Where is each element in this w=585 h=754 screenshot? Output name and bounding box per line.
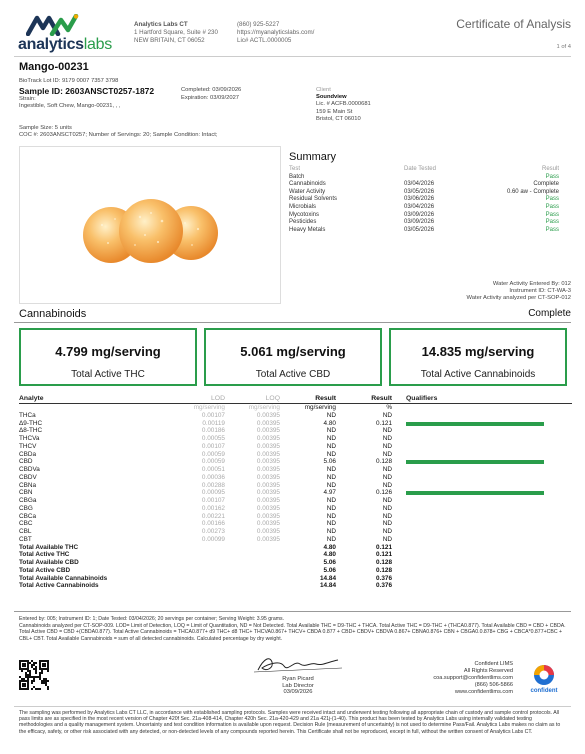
- analyte-name: CBN: [19, 489, 33, 497]
- analyte-lod: 0.00095: [201, 489, 225, 497]
- summary-test-date: 03/04/2026: [404, 181, 435, 188]
- header-divider: [14, 56, 571, 57]
- cannabinoids-header-row: [19, 394, 572, 404]
- summary-row: [289, 219, 559, 227]
- analyte-result-pct: ND: [382, 535, 392, 543]
- analyte-result-pct: ND: [382, 427, 392, 435]
- lims-rights: All Rights Reserved: [463, 668, 513, 674]
- total-result: 4.80: [323, 551, 336, 559]
- analyte-loq: 0.00395: [256, 411, 280, 419]
- signer-title: Lab Director: [282, 682, 314, 689]
- signer-name: Ryan Picard: [282, 676, 314, 682]
- analyte-loq: 0.00395: [256, 458, 280, 466]
- analyte-name: CBL: [19, 528, 32, 535]
- analyte-result: ND: [326, 504, 336, 512]
- analyte-lod: 0.00186: [201, 427, 225, 435]
- summary-test-result: Pass: [545, 226, 559, 233]
- analyte-qualifier: [392, 420, 572, 428]
- analyte-result-pct: ND: [382, 504, 392, 512]
- analyte-name: CBDa: [19, 450, 37, 458]
- cannabinoids-status: Complete: [528, 308, 571, 319]
- logo-peaks-icon: [26, 14, 86, 36]
- client-license: Lic. # ACFB.0000681: [316, 101, 371, 108]
- product-name: Mango-00231: [19, 61, 89, 73]
- cannabinoid-row: [19, 474, 572, 482]
- summary-test-result: Pass: [545, 203, 559, 210]
- sample-id: Sample ID: 2603ANSCT0257-1872: [19, 86, 155, 96]
- analyte-lod: 0.00166: [201, 520, 225, 528]
- expiration-date: Expiration: 03/09/2027: [181, 95, 240, 101]
- summary-test-name: Cannabinoids: [289, 181, 326, 188]
- col-loq: LOQ: [265, 395, 280, 402]
- analyte-name: CBNa: [19, 481, 37, 489]
- product-matrix: Ingestible, Soft Chew, Mango-00231, , ,: [19, 103, 121, 109]
- summary-test-result: Pass: [545, 173, 559, 180]
- total-name: Total Available Cannabinoids: [19, 574, 108, 582]
- analyte-result: ND: [326, 473, 336, 481]
- summary-col-date: Date Tested: [404, 166, 436, 172]
- analyte-loq: 0.00395: [256, 435, 280, 442]
- analyte-result-pct: 0.121: [376, 419, 392, 427]
- analyte-result-pct: ND: [382, 411, 392, 419]
- total-name: Total Available THC: [19, 543, 79, 551]
- analyte-name: CBGa: [19, 497, 37, 504]
- summary-header-row: [289, 166, 559, 174]
- analyte-result-pct: ND: [382, 512, 392, 520]
- analyte-loq: 0.00395: [256, 442, 280, 450]
- cannabinoid-row: [19, 451, 572, 459]
- analyte-loq: 0.00395: [256, 497, 280, 504]
- analyte-loq: 0.00395: [256, 512, 280, 520]
- qr-code-graphic: [19, 660, 49, 690]
- analyte-qualifier: [392, 497, 572, 505]
- summary-col-test: Test: [289, 166, 301, 172]
- analyte-name: THCa: [19, 411, 36, 419]
- client-street: 159 E Main St: [316, 108, 353, 115]
- footnote-line2: Cannabinoids analyzed per CT-SOP-009. LOD= Limit of Detection, LOQ = Limit of Quantitation, ND = Not Detected. Total Available THC = D9-THC + THCA. Total Active THC = D9-THC + (THCA0.877). Total Available CBD = CBD + CBDA. Total Active CBD = CBD +(CBDA0.877). Total Active Cannabinoids = THCA0.877+ d9 THC+ d8 THC+ THCVA0.867+ THCV+ CBDA 0.877 + CBD+ CBDV+ CBDVA 0.867+ CBNA0.876+ CBN + CBGA0.0.878+ CBG + CBCA*0.877+CBC + CBL+ CBT. Total Available Cannabinoids = sum of all detected cannabinoids. Calculated percentage by dry weight.: [19, 622, 566, 642]
- total-active-cbd-label: Total Active CBD: [255, 369, 331, 380]
- analyte-name: THCVa: [19, 435, 40, 442]
- detected-indicator-bar: [406, 460, 544, 464]
- logo-wordmark-main: analytics: [18, 36, 84, 53]
- client-city: Bristol, CT 06010: [316, 115, 361, 122]
- analyte-qualifier: [392, 489, 572, 497]
- summary-test-name: Residual Solvents: [289, 196, 338, 203]
- cannabinoid-row: [19, 482, 572, 490]
- analyte-result: 4.97: [323, 489, 336, 497]
- analyte-qualifier: [392, 427, 572, 435]
- analyte-lod: 0.00055: [201, 435, 225, 442]
- summary-row: [289, 227, 559, 235]
- analyte-qualifier: [392, 520, 572, 528]
- total-result-pct: 0.121: [376, 543, 392, 551]
- total-name: Total Active Cannabinoids: [19, 582, 99, 590]
- disclaimer: The sampling was performed by Analytics Labs CT LLC, in accordance with established sampling protocols. Samples were received intact and underwent testing following all appropriate chain of custody and sample control protocols. All pass limits are as specified in the most recent version of Chapter 420f Sec. 21a-408-414, Chapter 420h Sec. 21a-420-429 and 21a 421j-(1-40). This product has been tested by Analytics Labs using internally validated testing methodologies and a quality management system. Uncertainty and test condition information is available upon request. Decision Rule (measurement of uncertainty) is not used to determine Pass/Fail. Analytics Labs makes no claim as to the efficacy, safety, or other risk associated with any detected, or non-detected levels of any compounds reported herein. This Certificate shall not be reproduced, except in full, without the written consent of Analytics Labs CT.: [19, 710, 561, 735]
- analyte-name: CBT: [19, 535, 32, 543]
- analyte-result: ND: [326, 466, 336, 473]
- analyte-result: 5.06: [323, 458, 336, 466]
- client-label: Client: [316, 87, 331, 93]
- total-result-pct: 0.128: [376, 559, 392, 566]
- analyte-result: ND: [326, 442, 336, 450]
- analyte-lod: 0.00099: [201, 535, 225, 543]
- analyte-qualifier: [392, 451, 572, 459]
- cannabinoid-row: [19, 420, 572, 428]
- analyte-qualifier: [392, 458, 572, 466]
- company-website[interactable]: https://myanalyticslabs.com/: [237, 29, 315, 36]
- cannabinoids-table: [19, 394, 572, 590]
- logo-wordmark: [18, 36, 112, 54]
- biotrack-lot-id: BioTrack Lot ID: 9179 0007 7357 3798: [19, 78, 119, 84]
- summary-test-name: Heavy Metals: [289, 226, 326, 233]
- analyte-loq: 0.00395: [256, 535, 280, 543]
- summary-test-result: 0.60 aw - Complete: [506, 188, 559, 195]
- analyte-loq: 0.00395: [256, 489, 280, 497]
- confident-logo: [519, 664, 569, 698]
- analyte-lod: 0.00059: [201, 450, 225, 458]
- analyte-lod: 0.00036: [201, 473, 225, 481]
- analyte-qualifier: [392, 536, 572, 544]
- analyte-qualifier: [392, 443, 572, 451]
- analyte-result-pct: ND: [382, 481, 392, 489]
- unit-lod: mg/serving: [193, 404, 225, 411]
- document-title: Certificate of Analysis: [456, 17, 571, 31]
- cannabinoid-total-row: [19, 575, 572, 583]
- summary-test-name: Pesticides: [289, 219, 317, 226]
- analyte-result-pct: 0.128: [376, 458, 392, 466]
- analyte-result-pct: ND: [382, 520, 392, 528]
- water-note-line2: Instrument ID: CT-WA-3: [509, 288, 571, 294]
- product-image: [19, 146, 281, 304]
- total-result-pct: 0.121: [376, 551, 392, 559]
- analyte-loq: 0.00395: [256, 466, 280, 473]
- lims-name: Confident LIMS: [474, 661, 513, 667]
- confident-logo-text: confident: [530, 688, 558, 694]
- analyte-loq: 0.00395: [256, 520, 280, 528]
- unit-result: mg/serving: [304, 404, 336, 411]
- analyte-lod: 0.00288: [201, 481, 225, 489]
- analyte-lod: 0.00221: [201, 512, 225, 520]
- cannabinoid-total-row: [19, 582, 572, 590]
- company-name: Analytics Labs CT: [134, 21, 188, 28]
- analyte-name: CBD: [19, 458, 33, 466]
- summary-test-date: 03/09/2026: [404, 211, 435, 218]
- company-phone: (860) 925-5227: [237, 21, 280, 28]
- analyte-qualifier: [392, 482, 572, 490]
- analyte-name: CBC: [19, 520, 33, 528]
- summary-test-date: 03/04/2026: [404, 203, 435, 210]
- company-address-line2: NEW BRITAIN, CT 06052: [134, 37, 205, 44]
- cannabinoids-title: Cannabinoids: [19, 308, 87, 320]
- cannabinoid-row: [19, 427, 572, 435]
- water-note-line3: Water Activity analyzed per CT-SOP-012: [466, 295, 571, 301]
- total-result-pct: 0.128: [376, 566, 392, 574]
- page-number: 1 of 4: [556, 44, 571, 50]
- summary-row: [289, 196, 559, 204]
- client-name: Soundview: [316, 94, 347, 101]
- summary-rows: [289, 174, 559, 235]
- summary-test-date: 03/06/2026: [404, 196, 435, 203]
- company-address: [134, 21, 218, 45]
- cannabinoid-total-row: [19, 551, 572, 559]
- cannabinoids-footnote: [19, 616, 567, 642]
- analyte-name: CBDVa: [19, 466, 40, 473]
- analyte-lod: 0.00051: [201, 466, 225, 473]
- cannabinoid-row: [19, 443, 572, 451]
- summary-test-result: Pass: [545, 211, 559, 218]
- analyte-qualifier: [392, 466, 572, 474]
- company-license: Lic# ACTL.0000005: [237, 37, 292, 44]
- analyte-qualifier: [392, 505, 572, 513]
- analyte-result: ND: [326, 481, 336, 489]
- analyte-loq: 0.00395: [256, 419, 280, 427]
- detected-indicator-bar: [406, 491, 544, 495]
- analyte-lod: 0.00273: [201, 528, 225, 535]
- col-qualifiers: Qualifiers: [406, 395, 438, 402]
- analyte-name: CBDV: [19, 473, 37, 481]
- analyte-result: ND: [326, 528, 336, 535]
- company-address-line1: 1 Hartford Square, Suite # 230: [134, 29, 218, 36]
- summary-test-name: Microbials: [289, 203, 317, 210]
- cannabinoid-row: [19, 505, 572, 513]
- analyte-qualifier: [392, 435, 572, 443]
- total-name: Total Active THC: [19, 551, 70, 559]
- analyte-name: THCV: [19, 442, 37, 450]
- client-block: [316, 87, 371, 123]
- analyte-result-pct: ND: [382, 528, 392, 535]
- summary-test-name: Water Activity: [289, 188, 326, 195]
- col-analyte: Analyte: [19, 395, 44, 402]
- logo-wordmark-accent: labs: [83, 36, 112, 53]
- signature-block: [238, 676, 358, 696]
- total-result: 14.84: [320, 574, 336, 582]
- analyte-loq: 0.00395: [256, 450, 280, 458]
- analyte-name: Δ8-THC: [19, 427, 43, 435]
- summary-test-result: Pass: [545, 219, 559, 226]
- analyte-result: ND: [326, 435, 336, 442]
- total-result: 14.84: [320, 582, 336, 590]
- bottom-divider: [14, 706, 571, 707]
- analyte-name: CBG: [19, 504, 33, 512]
- company-contact: [237, 21, 314, 45]
- cannabinoid-total-row: [19, 544, 572, 552]
- col-result-pct: Result: [371, 395, 392, 402]
- cannabinoid-row: [19, 466, 572, 474]
- summary-col-result: Result: [541, 166, 559, 172]
- signature-date: 03/09/2026: [283, 689, 313, 695]
- analyte-qualifier: [392, 528, 572, 536]
- gummy-product-image: [20, 147, 281, 304]
- total-active-thc-value: 4.799 mg/serving: [55, 344, 161, 359]
- analyte-loq: 0.00395: [256, 528, 280, 535]
- cannabinoid-row: [19, 497, 572, 505]
- lims-email[interactable]: coa.support@confidentlims.com: [433, 675, 513, 681]
- summary-row: [289, 174, 559, 182]
- summary-test-date: 03/05/2026: [404, 226, 435, 233]
- cannabinoid-row: [19, 513, 572, 521]
- lims-website[interactable]: www.confidentlims.com: [454, 689, 513, 695]
- cannabinoid-totals: [19, 544, 572, 591]
- summary-test-result: Pass: [545, 196, 559, 203]
- analyte-loq: 0.00395: [256, 504, 280, 512]
- total-active-cbd-box: [204, 328, 382, 386]
- col-lod: LOD: [211, 395, 225, 402]
- analyte-lod: 0.00162: [201, 504, 225, 512]
- analyte-loq: 0.00395: [256, 427, 280, 435]
- cannabinoid-row: [19, 536, 572, 544]
- analyte-lod: 0.00059: [201, 458, 225, 466]
- confident-logo-icon: [533, 664, 555, 686]
- signature-image: [250, 652, 346, 678]
- total-active-thc-box: [19, 328, 197, 386]
- analyte-lod: 0.00119: [202, 419, 225, 427]
- summary-row: [289, 204, 559, 212]
- summary-table: [289, 166, 559, 234]
- cannabinoid-total-row: [19, 567, 572, 575]
- analyte-result-pct: ND: [382, 435, 392, 442]
- footnote-line1: Entered by: 005; Instrument ID: 1; Date Tested: 03/04/2026; 20 servings per container; Serving Weight: 3.95 grams.: [19, 616, 285, 622]
- cannabinoid-row: [19, 528, 572, 536]
- strain: Strain:: [19, 96, 36, 102]
- lims-phone: (866) 506-5866: [474, 682, 513, 688]
- analyte-result: ND: [326, 520, 336, 528]
- completed-date: Completed: 03/09/2026: [181, 87, 242, 93]
- cannabinoid-row: [19, 520, 572, 528]
- analyte-result-pct: 0.126: [376, 489, 392, 497]
- analyte-result: ND: [326, 427, 336, 435]
- total-name: Total Active CBD: [19, 566, 71, 574]
- total-name: Total Available CBD: [19, 559, 79, 566]
- summary-test-date: 03/05/2026: [404, 188, 435, 195]
- summary-test-name: Batch: [289, 173, 305, 180]
- analyte-result-pct: ND: [382, 442, 392, 450]
- total-active-thc-label: Total Active THC: [71, 369, 145, 380]
- analyte-qualifier: [392, 474, 572, 482]
- unit-result-pct: %: [386, 404, 392, 411]
- summary-row: [289, 189, 559, 197]
- total-active-cannabinoids-value: 14.835 mg/serving: [421, 344, 535, 359]
- summary-test-date: 03/09/2026: [404, 219, 435, 226]
- total-result: 5.06: [323, 566, 336, 574]
- total-active-cbd-value: 5.061 mg/serving: [240, 344, 346, 359]
- analyte-result-pct: ND: [382, 466, 392, 473]
- signature-icon: [250, 652, 346, 678]
- summary-test-name: Mycotoxins: [289, 211, 320, 218]
- sample-size: Sample Size: 5 units: [19, 125, 72, 131]
- analyte-result-pct: ND: [382, 473, 392, 481]
- analyte-result: ND: [326, 497, 336, 504]
- analyte-name: CBCa: [19, 512, 37, 520]
- summary-test-date: [404, 174, 479, 182]
- cannabinoid-total-row: [19, 559, 572, 567]
- analyte-result-pct: ND: [382, 450, 392, 458]
- water-activity-note: [467, 281, 572, 302]
- analyte-lod: 0.00107: [201, 411, 225, 419]
- total-result: 5.06: [323, 559, 336, 566]
- analyte-loq: 0.00395: [256, 473, 280, 481]
- total-active-cannabinoids-box: [389, 328, 567, 386]
- total-result-pct: 0.376: [376, 582, 392, 590]
- unit-loq: mg/serving: [248, 404, 280, 411]
- analyte-result: ND: [326, 512, 336, 520]
- analyte-lod: 0.00107: [201, 442, 225, 450]
- footnote-divider: [14, 611, 571, 612]
- analyte-loq: 0.00395: [256, 481, 280, 489]
- detected-indicator-bar: [406, 422, 544, 426]
- total-result: 4.80: [323, 543, 336, 551]
- lims-info: [433, 661, 513, 696]
- summary-row: [289, 212, 559, 220]
- summary-row: [289, 181, 559, 189]
- cannabinoids-divider: [14, 322, 571, 323]
- analyte-result: ND: [326, 535, 336, 543]
- cannabinoid-row: [19, 412, 572, 420]
- summary-test-result: Complete: [533, 181, 559, 188]
- cannabinoids-units-row: [19, 404, 572, 412]
- water-note-line1: Water Activity Entered By: 012: [492, 281, 571, 287]
- cannabinoid-row: [19, 489, 572, 497]
- coc-info: COC #: 2603ANSCT0257; Number of Servings: 20; Sample Condition: Intact;: [19, 132, 218, 138]
- total-active-cannabinoids-label: Total Active Cannabinoids: [420, 369, 536, 380]
- analyte-result: 4.80: [323, 419, 336, 427]
- cannabinoid-row: [19, 435, 572, 443]
- cannabinoid-rows: [19, 412, 572, 544]
- analyte-qualifier: [392, 513, 572, 521]
- analyte-lod: 0.00107: [201, 497, 225, 504]
- analyte-name: Δ9-THC: [19, 419, 43, 427]
- cannabinoid-row: [19, 458, 572, 466]
- analyte-result: ND: [326, 450, 336, 458]
- analyte-result: ND: [326, 411, 336, 419]
- summary-title: Summary: [289, 151, 337, 163]
- analyte-qualifier: [392, 412, 572, 420]
- col-result: Result: [315, 395, 336, 402]
- qr-code-icon[interactable]: [19, 660, 49, 690]
- analyte-result-pct: ND: [382, 497, 392, 504]
- total-result-pct: 0.376: [376, 574, 392, 582]
